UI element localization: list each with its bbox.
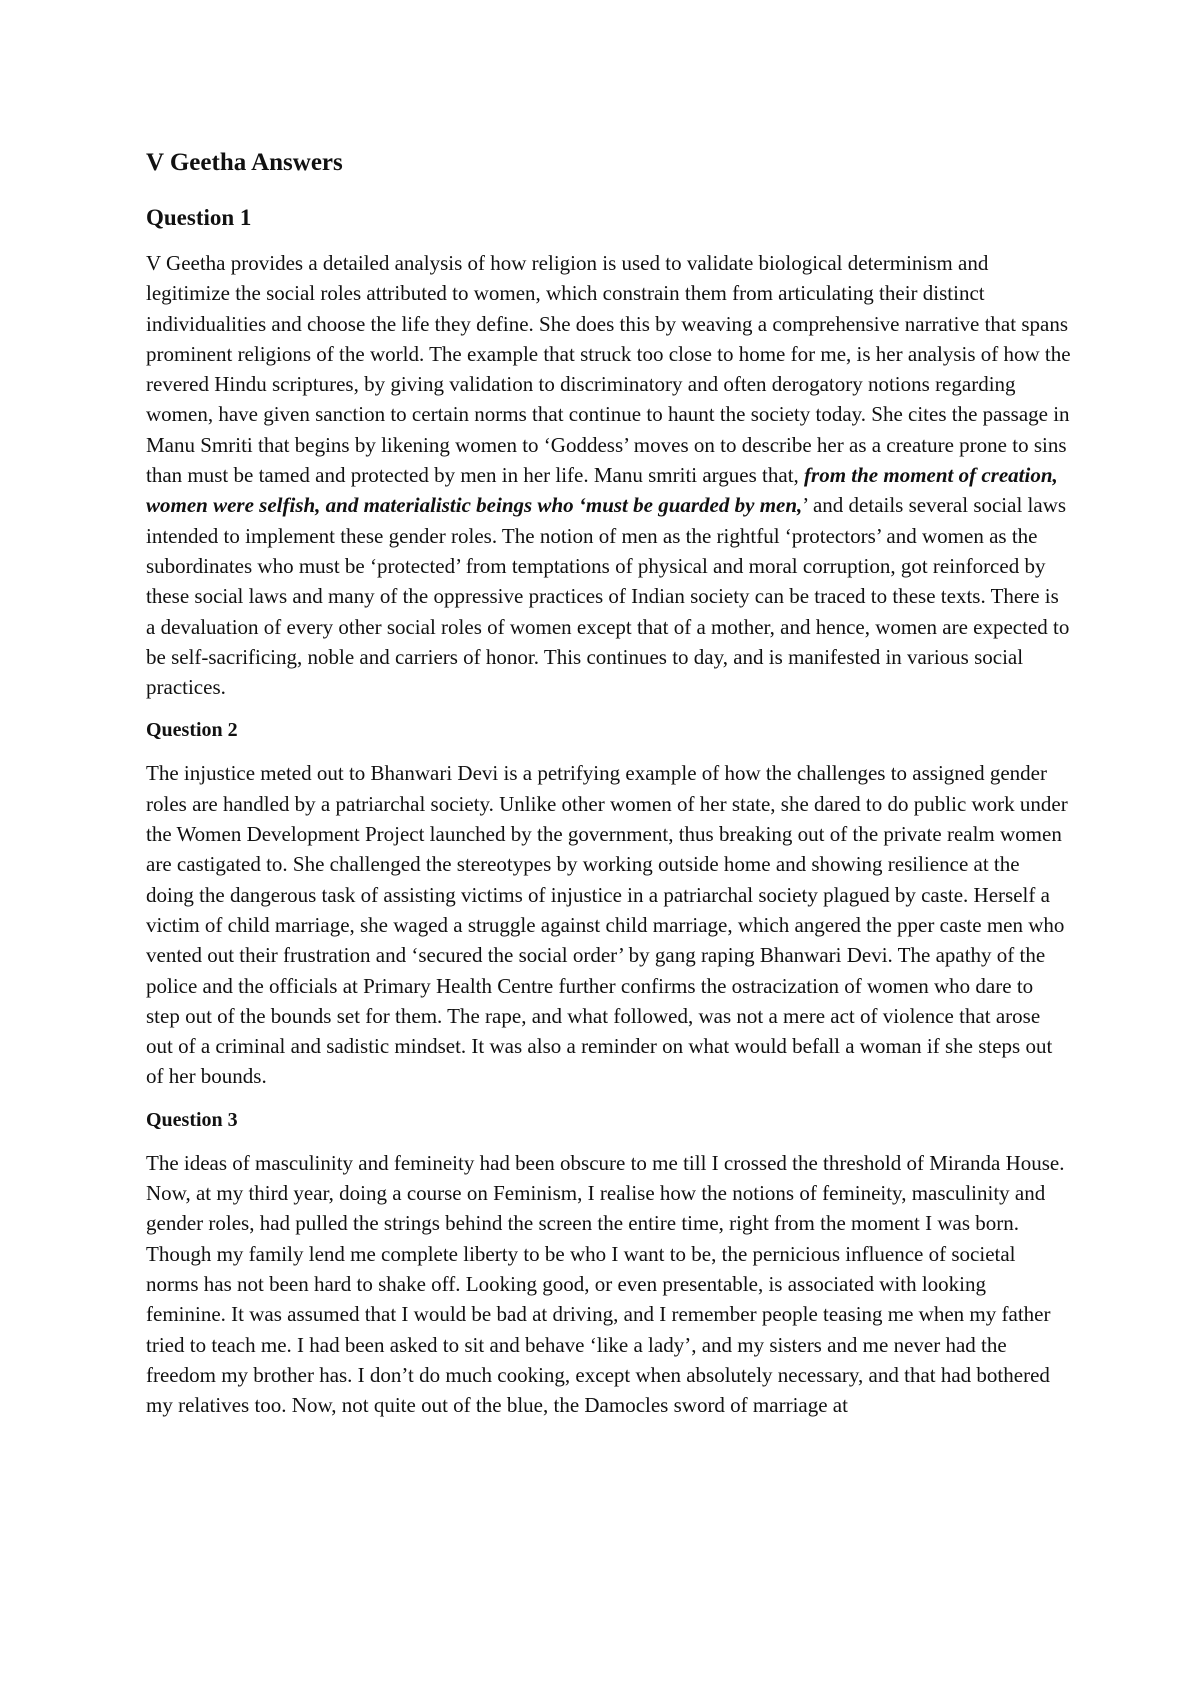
question-1-text-end: ’ and details several social laws intended to implement these gender roles. The notion of men as the rightful ‘protectors’ and women as the subordinates who must be ‘protected’ from temptations of physical and moral corruption, got reinforced by these social laws and many of the oppressive practices of Indian society can be traced to these texts. There is a devaluation of every other social roles of women except that of a mother, and hence, women are expected to be self-sacrificing, noble and carriers of honor. This continues to day, and is manifested in various social practices. xyxy=(146,493,1070,700)
question-3-section xyxy=(146,1106,1071,1421)
question-1-text-start: V Geetha provides a detailed analysis of how religion is used to validate biological determinism and legitimize the social roles attributed to women, which constrain them from articulating their distinct individualities and choose the life they define. She does this by weaving a comprehensive narrative that spans prominent religions of the world. The example that struck too close to home for me, is her analysis of how the revered Hindu scriptures, by giving validation to discriminatory and often derogatory notions regarding women, have given sanction to certain norms that continue to haunt the society today. She cites the passage in Manu Smriti that begins by likening women to ‘Goddess’ moves on to describe her as a creature prone to sins than must be tamed and protected by men in her life. Manu smriti argues that, xyxy=(146,251,1071,488)
question-2-heading: Question 2 xyxy=(146,719,238,742)
question-1-emphasis: from the moment of creation, women were selfish, and materialistic beings who ‘must be guarded by men, xyxy=(146,463,1058,518)
document-title: V Geetha Answers xyxy=(146,149,343,176)
question-2-paragraph: The injustice meted out to Bhanwari Devi is a petrifying example of how the challenges to assigned gender roles are handled by a patriarchal society. Unlike other women of her state, she dared to do public work under the Women Development Project launched by the government, thus breaking out of the private realm women are castigated to. She challenged the stereotypes by working outside home and showing resilience at the doing the dangerous task of assisting victims of injustice in a patriarchal society plagued by caste. Herself a victim of child marriage, she waged a struggle against child marriage, which angered the pper caste men who vented out their frustration and ‘secured the social order’ by gang raping Bhanwari Devi. The apathy of the police and the officials at Primary Health Centre further confirms the ostracization of women who dare to step out of the bounds set for them. The rape, and what followed, was not a mere act of violence that arose out of a criminal and sadistic mindset. It was also a reminder on what would befall a woman if she steps out of her bounds. xyxy=(146,761,1068,1089)
question-3-paragraph: The ideas of masculinity and femineity had been obscure to me till I crossed the threshold of Miranda House. Now, at my third year, doing a course on Feminism, I realise how the notions of femineity, masculinity and gender roles, had pulled the strings behind the screen the entire time, right from the moment I was born. Though my family lend me complete liberty to be who I want to be, the pernicious influence of societal norms has not been hard to shake off. Looking good, or even presentable, is associated with looking feminine. It was assumed that I would be bad at driving, and I remember people teasing me when my father tried to teach me. I had been asked to sit and behave ‘like a lady’, and my sisters and me never had the freedom my brother has. I don’t do much cooking, except when absolutely necessary, and that had bothered my relatives too. Now, not quite out of the blue, the Damocles sword of marriage at xyxy=(146,1150,1065,1418)
question-1-heading: Question 1 xyxy=(146,205,252,230)
question-2-section xyxy=(146,716,1071,1091)
document-body xyxy=(146,146,1071,1434)
question-1-section xyxy=(146,202,1071,702)
question-1-paragraph xyxy=(146,248,1071,702)
question-3-heading: Question 3 xyxy=(146,1108,238,1131)
